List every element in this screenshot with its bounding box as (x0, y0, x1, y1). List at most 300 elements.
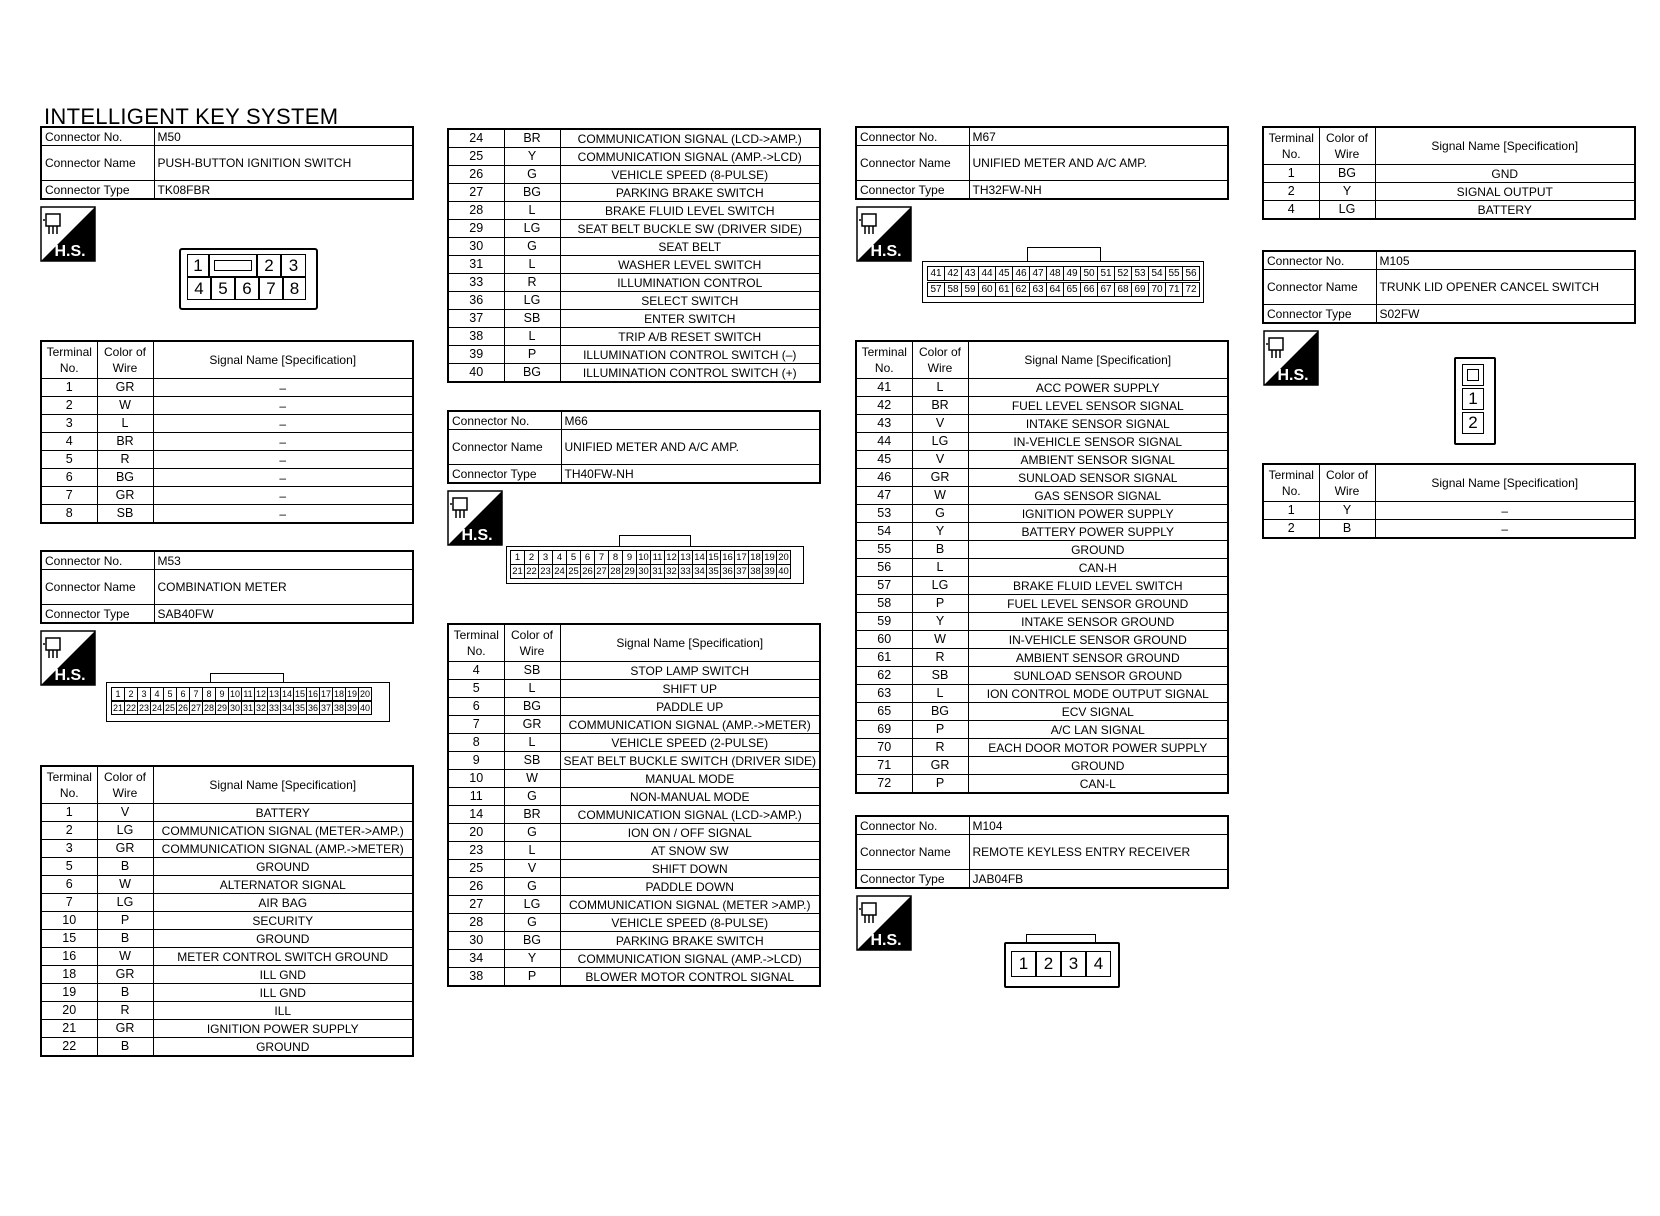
pin: 6 (176, 687, 190, 701)
wire-color: B (1319, 520, 1375, 539)
wire-color: R (912, 649, 968, 667)
pin: 39 (762, 564, 777, 579)
terminal-no: 27 (448, 184, 504, 202)
harness-side-icon (40, 630, 96, 686)
terminal-no: 8 (41, 505, 97, 524)
terminal-no: 7 (41, 487, 97, 505)
terminal-no: 72 (856, 775, 912, 794)
terminal-no: 55 (856, 541, 912, 559)
connector-no: M67 (969, 127, 1228, 146)
m50-connector-info (40, 126, 414, 200)
wire-color: P (912, 595, 968, 613)
pin: 8 (608, 550, 623, 565)
terminal-no: 43 (856, 415, 912, 433)
table-row (856, 379, 1228, 397)
pin: 22 (524, 564, 539, 579)
signal-name: COMMUNICATION SIGNAL (LCD->AMP.) (560, 129, 820, 148)
harness-side-icon (1263, 330, 1319, 386)
terminal-no: 70 (856, 739, 912, 757)
terminal-no: 42 (856, 397, 912, 415)
table-row (41, 948, 413, 966)
connector-type: TK08FBR (154, 181, 413, 200)
terminal-no: 40 (448, 364, 504, 383)
terminal-no: 7 (41, 894, 97, 912)
signal-name: PADDLE DOWN (560, 878, 820, 896)
signal-name: – (153, 397, 413, 415)
table-row (41, 415, 413, 433)
pin: 26 (177, 703, 188, 713)
wire-color: B (97, 858, 153, 876)
wire-color: BG (97, 469, 153, 487)
pin: 12 (664, 550, 679, 565)
terminal-no: 69 (856, 721, 912, 739)
pin: 2 (524, 550, 539, 565)
table-row (856, 397, 1228, 415)
pin: 36 (307, 703, 318, 713)
signal-name: ILL GND (153, 966, 413, 984)
table-row (41, 1020, 413, 1038)
connector-no: M53 (154, 551, 413, 570)
terminal-no: 6 (448, 698, 504, 716)
signal-name: – (153, 433, 413, 451)
pin: 60 (978, 282, 996, 297)
table-row (448, 878, 820, 896)
table-row (41, 840, 413, 858)
wire-color: P (504, 346, 560, 364)
table-row (856, 469, 1228, 487)
connector-type: TH32FW-NH (969, 181, 1228, 200)
signal-name: INTAKE SENSOR GROUND (968, 613, 1228, 631)
wire-color: BG (504, 932, 560, 950)
wire-color: Y (912, 613, 968, 631)
pin: 1 (1011, 951, 1036, 977)
wire-color: BR (97, 433, 153, 451)
signal-name: SHIFT UP (560, 680, 820, 698)
terminal-no: 41 (856, 379, 912, 397)
table-row (41, 487, 413, 505)
wire-color: GR (97, 379, 153, 397)
pin: 41 (927, 266, 945, 281)
pin: 8 (283, 277, 306, 300)
pin: 47 (1029, 266, 1047, 281)
table-row (448, 364, 820, 383)
pin: 62 (1012, 282, 1030, 297)
pin: 3 (137, 687, 151, 701)
wire-color: G (504, 166, 560, 184)
wire-color: W (912, 487, 968, 505)
signal-name: INTAKE SENSOR SIGNAL (968, 415, 1228, 433)
signal-name: VEHICLE SPEED (8-PULSE) (560, 166, 820, 184)
pin: 3 (1061, 951, 1086, 977)
pin: 35 (706, 564, 721, 579)
wire-color: SB (504, 310, 560, 328)
table-row (448, 220, 820, 238)
label: Connector No. (1263, 251, 1376, 270)
table-row (856, 721, 1228, 739)
table-row (448, 896, 820, 914)
pin: 21 (112, 703, 123, 713)
wire-color: L (504, 842, 560, 860)
signal-name: SUNLOAD SENSOR GROUND (968, 667, 1228, 685)
pin: 34 (281, 703, 292, 713)
wire-color: Y (504, 148, 560, 166)
pin: 4 (552, 550, 567, 565)
terminal-no: 28 (448, 202, 504, 220)
pin: 68 (1114, 282, 1132, 297)
pin: 66 (1080, 282, 1098, 297)
table-row (448, 256, 820, 274)
signal-name: SEAT BELT BUCKLE SW (DRIVER SIDE) (560, 220, 820, 238)
wire-color: GR (97, 966, 153, 984)
table-row (448, 950, 820, 968)
table-row (856, 541, 1228, 559)
pin: 27 (190, 703, 201, 713)
signal-name: – (153, 487, 413, 505)
pin: 33 (678, 564, 693, 579)
wire-color: G (504, 878, 560, 896)
m53-terminal-table-continued (447, 128, 821, 383)
pin: 37 (320, 703, 331, 713)
wire-color: B (912, 541, 968, 559)
terminal-no: 33 (448, 274, 504, 292)
wire-color: B (97, 930, 153, 948)
table-row (448, 310, 820, 328)
label: Connector Type (856, 870, 969, 889)
wire-color: G (504, 824, 560, 842)
table-row (1263, 165, 1635, 183)
col-terminal: Terminal No. (41, 766, 97, 804)
signal-name: TRIP A/B RESET SWITCH (560, 328, 820, 346)
wire-color: LG (504, 292, 560, 310)
wire-color: BR (504, 806, 560, 824)
signal-name: GROUND (153, 858, 413, 876)
pin: 4 (150, 687, 164, 701)
table-row (448, 662, 820, 680)
table-row (41, 1002, 413, 1020)
pin: 32 (255, 703, 266, 713)
signal-name: MANUAL MODE (560, 770, 820, 788)
label: Connector No. (41, 127, 154, 146)
signal-name: IGNITION POWER SUPPLY (968, 505, 1228, 523)
signal-name: ECV SIGNAL (968, 703, 1228, 721)
pin: 34 (692, 564, 707, 579)
signal-name: ION ON / OFF SIGNAL (560, 824, 820, 842)
table-row (856, 703, 1228, 721)
wire-color: P (97, 912, 153, 930)
hs-text: H.S. (461, 527, 493, 544)
terminal-no: 11 (448, 788, 504, 806)
signal-name: COMMUNICATION SIGNAL (LCD->AMP.) (560, 806, 820, 824)
pin: 28 (203, 703, 214, 713)
wire-color: W (97, 948, 153, 966)
pin: 3 (538, 550, 553, 565)
table-row (41, 984, 413, 1002)
wire-color: W (504, 770, 560, 788)
table-row (1263, 502, 1635, 520)
table-row (856, 685, 1228, 703)
connector-name: PUSH-BUTTON IGNITION SWITCH (154, 146, 413, 181)
table-row (41, 930, 413, 948)
label: Connector No. (41, 551, 154, 570)
label: Connector Name (856, 835, 969, 870)
signal-name: SEAT BELT BUCKLE SWITCH (DRIVER SIDE) (560, 752, 820, 770)
wire-color: B (97, 1038, 153, 1057)
label: Connector Type (41, 605, 154, 624)
wire-color: G (912, 505, 968, 523)
pin: 31 (242, 703, 253, 713)
connector-name: UNIFIED METER AND A/C AMP. (969, 146, 1228, 181)
signal-name: COMMUNICATION SIGNAL (AMP.->LCD) (560, 148, 820, 166)
table-row (448, 238, 820, 256)
terminal-no: 1 (1263, 502, 1319, 520)
signal-name: – (153, 379, 413, 397)
pin: 1 (187, 254, 209, 277)
wire-color: L (504, 202, 560, 220)
hs-text: H.S. (54, 667, 86, 684)
table-row (448, 824, 820, 842)
pin: 22 (125, 703, 136, 713)
label: Connector Name (448, 430, 561, 465)
wire-color: BG (1319, 165, 1375, 183)
col-terminal: Terminal No. (1263, 464, 1319, 502)
table-row (448, 860, 820, 878)
col-signal: Signal Name [Specification] (153, 341, 413, 379)
table-row (448, 184, 820, 202)
pin: 20 (359, 689, 370, 699)
terminal-no: 2 (1263, 520, 1319, 539)
signal-name: GROUND (968, 541, 1228, 559)
wire-color: SB (97, 505, 153, 524)
signal-name: CAN-H (968, 559, 1228, 577)
harness-side-icon (447, 490, 503, 546)
terminal-no: 9 (448, 752, 504, 770)
signal-name: IGNITION POWER SUPPLY (153, 1020, 413, 1038)
pin: 24 (151, 703, 162, 713)
wire-color: V (912, 415, 968, 433)
pin: 67 (1097, 282, 1115, 297)
pin: 25 (164, 703, 175, 713)
wire-color: L (912, 559, 968, 577)
table-row (1263, 201, 1635, 220)
pin: 6 (235, 277, 259, 300)
connector-type: S02FW (1376, 305, 1635, 324)
terminal-no: 25 (448, 148, 504, 166)
signal-name: BATTERY (1375, 201, 1635, 220)
table-row (856, 505, 1228, 523)
pin: 38 (748, 564, 763, 579)
pin: 27 (594, 564, 609, 579)
signal-name: BRAKE FLUID LEVEL SWITCH (560, 202, 820, 220)
terminal-no: 56 (856, 559, 912, 577)
key-slot (209, 254, 257, 277)
table-row (41, 451, 413, 469)
wire-color: L (97, 415, 153, 433)
table-row (448, 806, 820, 824)
connector-name: UNIFIED METER AND A/C AMP. (561, 430, 820, 465)
table-row (856, 757, 1228, 775)
pin: 5 (566, 550, 581, 565)
pin: 4 (187, 277, 211, 300)
terminal-no: 2 (41, 397, 97, 415)
pin: 7 (594, 550, 609, 565)
wire-color: LG (912, 433, 968, 451)
terminal-no: 20 (41, 1002, 97, 1020)
wire-color: LG (504, 220, 560, 238)
table-row (41, 858, 413, 876)
terminal-no: 29 (448, 220, 504, 238)
signal-name: – (1375, 502, 1635, 520)
col-signal: Signal Name [Specification] (968, 341, 1228, 379)
pin: 30 (636, 564, 651, 579)
pin: 37 (734, 564, 749, 579)
signal-name: ALTERNATOR SIGNAL (153, 876, 413, 894)
connector-type: TH40FW-NH (561, 465, 820, 484)
connector-type: JAB04FB (969, 870, 1228, 889)
signal-name: AMBIENT SENSOR GROUND (968, 649, 1228, 667)
pin: 7 (189, 687, 203, 701)
table-row (448, 698, 820, 716)
pin: 61 (995, 282, 1013, 297)
terminal-no: 14 (448, 806, 504, 824)
signal-name: COMMUNICATION SIGNAL (AMP.->LCD) (560, 950, 820, 968)
terminal-no: 45 (856, 451, 912, 469)
wire-color: GR (912, 469, 968, 487)
terminal-no: 26 (448, 166, 504, 184)
pin: 2 (257, 254, 281, 277)
label: Connector Type (41, 181, 154, 200)
pin: 9 (215, 687, 229, 701)
signal-name: FUEL LEVEL SENSOR SIGNAL (968, 397, 1228, 415)
table-row (448, 680, 820, 698)
wire-color: G (504, 238, 560, 256)
pin: 9 (622, 550, 637, 565)
pin: 42 (944, 266, 962, 281)
wire-color: W (97, 876, 153, 894)
table-row (448, 292, 820, 310)
pin: 2 (1462, 412, 1484, 434)
connector-name: TRUNK LID OPENER CANCEL SWITCH (1376, 270, 1635, 305)
m67-connector-face (922, 261, 1204, 303)
col-color: Color of Wire (1319, 127, 1375, 165)
terminal-no: 1 (41, 804, 97, 822)
table-row (856, 649, 1228, 667)
pin: 14 (281, 689, 292, 699)
pin: 40 (776, 564, 791, 579)
terminal-no: 60 (856, 631, 912, 649)
pin: 49 (1063, 266, 1081, 281)
signal-name: BATTERY POWER SUPPLY (968, 523, 1228, 541)
terminal-no: 19 (41, 984, 97, 1002)
harness-side-icon (40, 206, 96, 262)
table-row (448, 770, 820, 788)
connector-name: COMBINATION METER (154, 570, 413, 605)
signal-name: ENTER SWITCH (560, 310, 820, 328)
signal-name: – (153, 415, 413, 433)
label: Connector No. (856, 127, 969, 146)
pin: 50 (1080, 266, 1098, 281)
terminal-no: 39 (448, 346, 504, 364)
pin: 29 (216, 703, 227, 713)
signal-name: GROUND (153, 930, 413, 948)
signal-name: FUEL LEVEL SENSOR GROUND (968, 595, 1228, 613)
wire-color: BG (504, 184, 560, 202)
terminal-no: 4 (1263, 201, 1319, 220)
wire-color: Y (1319, 502, 1375, 520)
table-row (856, 451, 1228, 469)
col-signal: Signal Name [Specification] (560, 624, 820, 662)
signal-name: – (1375, 520, 1635, 539)
terminal-no: 1 (1263, 165, 1319, 183)
table-row (856, 739, 1228, 757)
col-color: Color of Wire (504, 624, 560, 662)
terminal-no: 47 (856, 487, 912, 505)
terminal-no: 30 (448, 238, 504, 256)
terminal-no: 8 (448, 734, 504, 752)
signal-name: SHIFT DOWN (560, 860, 820, 878)
pin: 72 (1182, 282, 1200, 297)
table-row (856, 595, 1228, 613)
wire-color: GR (504, 716, 560, 734)
m66-connector-face (506, 546, 804, 584)
table-row (41, 1038, 413, 1057)
pin: 45 (995, 266, 1013, 281)
label: Connector Name (41, 570, 154, 605)
table-row (41, 912, 413, 930)
table-row (41, 822, 413, 840)
signal-name: A/C LAN SIGNAL (968, 721, 1228, 739)
signal-name: COMMUNICATION SIGNAL (AMP.->METER) (153, 840, 413, 858)
wire-color: BG (504, 698, 560, 716)
terminal-no: 5 (41, 451, 97, 469)
table-row (448, 148, 820, 166)
terminal-no: 31 (448, 256, 504, 274)
table-row (856, 523, 1228, 541)
pin: 51 (1097, 266, 1115, 281)
terminal-no: 22 (41, 1038, 97, 1057)
terminal-no: 3 (41, 840, 97, 858)
pin: 58 (944, 282, 962, 297)
wire-color: L (912, 685, 968, 703)
hs-text: H.S. (870, 932, 902, 949)
pin: 54 (1148, 266, 1166, 281)
m105-connector-info (1262, 250, 1636, 324)
wire-color: GR (912, 757, 968, 775)
signal-name: SECURITY (153, 912, 413, 930)
wire-color: R (97, 451, 153, 469)
signal-name: GND (1375, 165, 1635, 183)
m66-terminal-table (447, 623, 821, 987)
pin: 30 (229, 703, 240, 713)
signal-name: IN-VEHICLE SENSOR GROUND (968, 631, 1228, 649)
m105-terminal-table (1262, 463, 1636, 539)
pin: 2 (124, 687, 138, 701)
col-terminal: Terminal No. (41, 341, 97, 379)
pin: 48 (1046, 266, 1064, 281)
pin: 43 (961, 266, 979, 281)
wire-color: GR (97, 840, 153, 858)
table-row (448, 842, 820, 860)
pin: 71 (1165, 282, 1183, 297)
table-row (856, 667, 1228, 685)
pin: 6 (580, 550, 595, 565)
wire-color: P (504, 968, 560, 987)
pin: 14 (692, 550, 707, 565)
pin: 23 (538, 564, 553, 579)
table-row (856, 559, 1228, 577)
terminal-no: 54 (856, 523, 912, 541)
table-row (856, 631, 1228, 649)
wire-color: G (504, 914, 560, 932)
